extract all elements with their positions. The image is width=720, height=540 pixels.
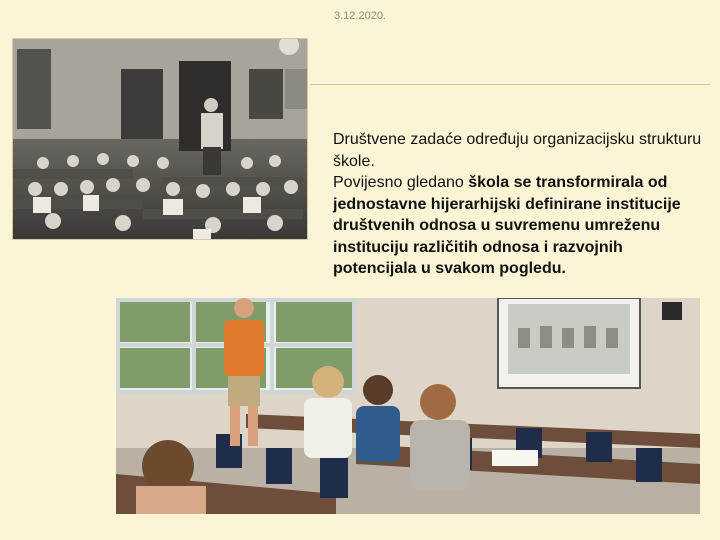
slide-date: 3.12.2020.	[334, 10, 386, 22]
body-paragraph-2-bold: škola se transformirala od jednostavne hijerarhijski definirane institucije društvenih odnosa u suvremenu umreženu instituciju različitih odnosa i razvojnih potencijala u svakom pogledu.	[333, 174, 681, 277]
body-paragraph-2	[333, 172, 703, 280]
body-paragraph-1: Društvene zadaće određuju organizacijsku strukturu škole.	[333, 131, 702, 170]
historical-classroom-image	[13, 39, 308, 240]
body-paragraph-2-normal: Povijesno gledano	[333, 174, 469, 191]
historical-classroom-photo	[12, 38, 308, 240]
modern-classroom-photo	[116, 298, 700, 514]
title-divider	[310, 84, 710, 85]
modern-classroom-image	[116, 298, 700, 514]
slide-body-text	[333, 129, 703, 280]
